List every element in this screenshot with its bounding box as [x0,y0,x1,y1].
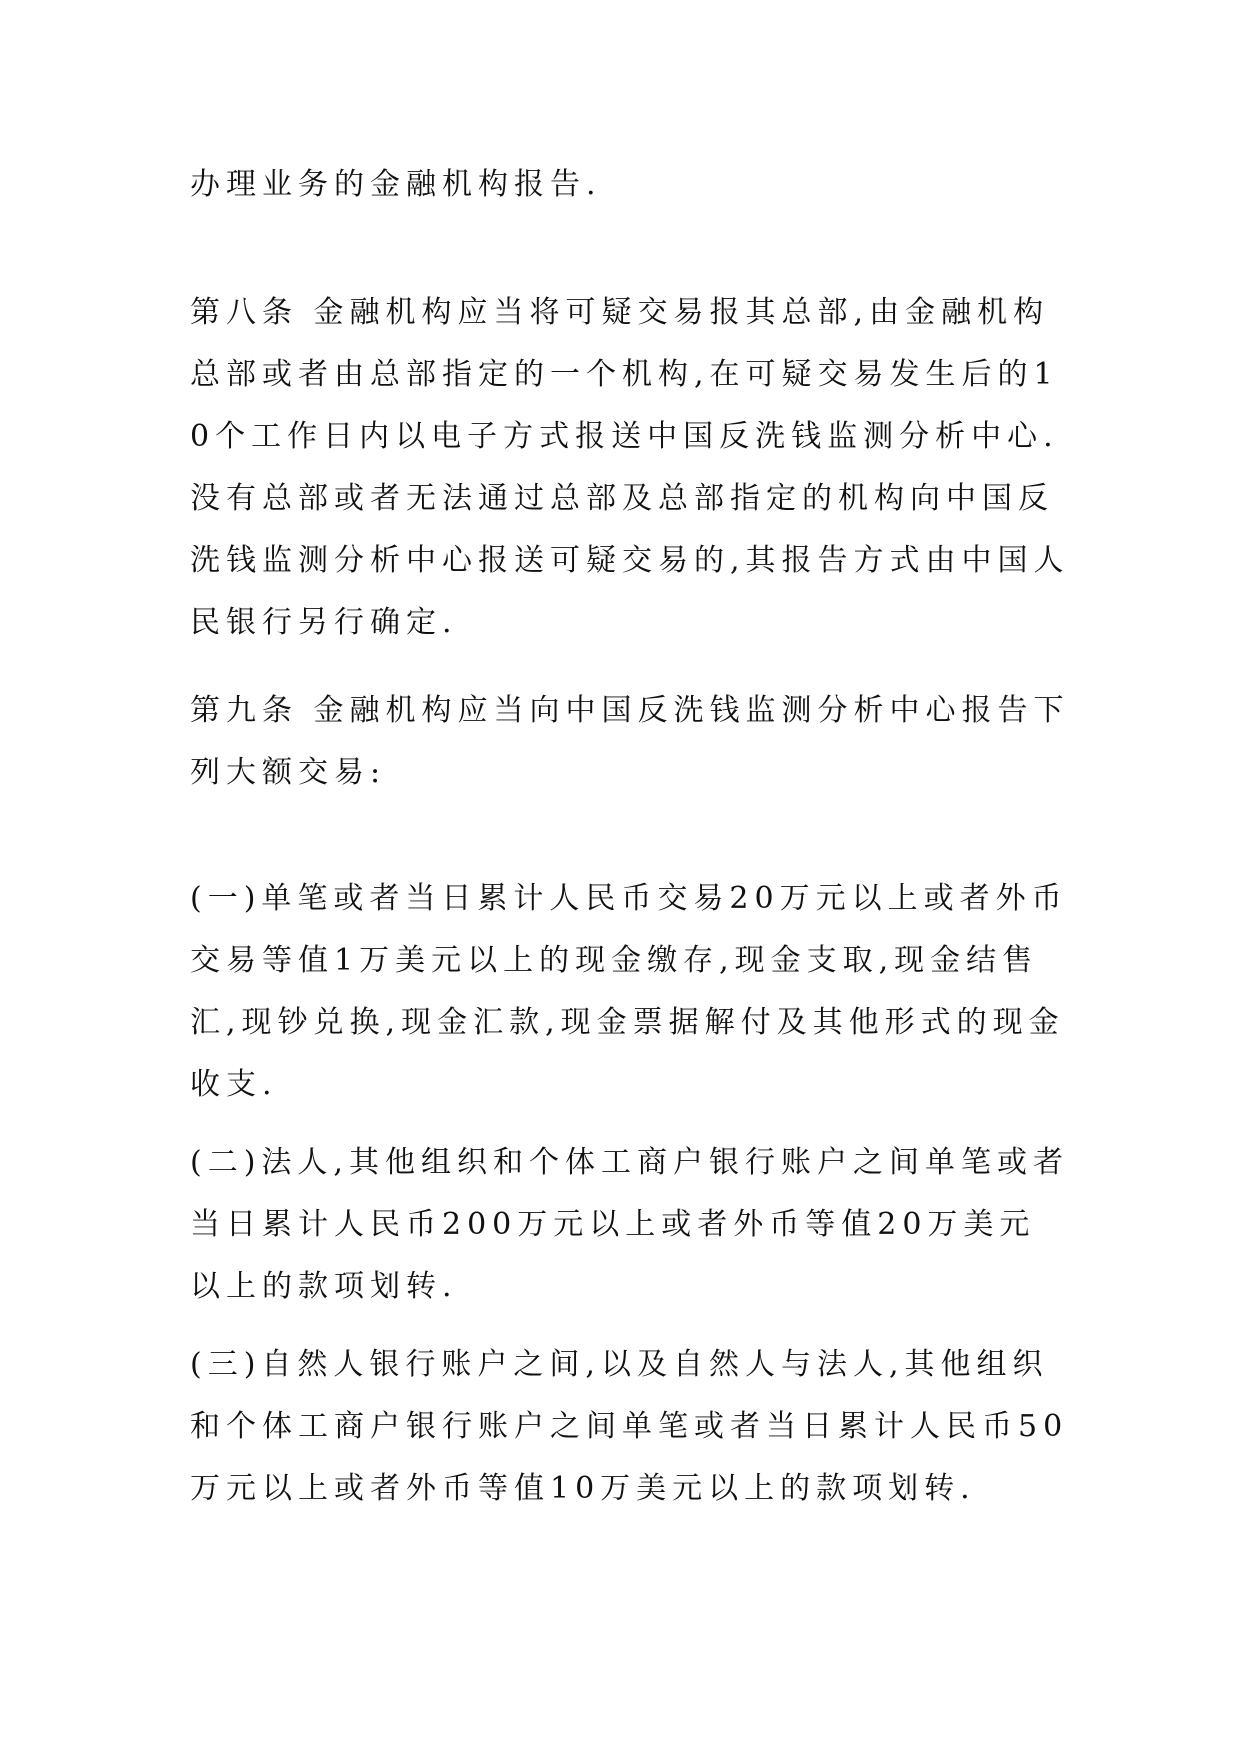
paragraph-continuation: 办理业务的金融机构报告. [190,167,602,202]
paragraph-item-1: (一)单笔或者当日累计人民币交易20万元以上或者外币交易等值1万美元以上的现金缴存,现金支取,现金结售汇,现钞兑换,现金汇款,现金票据解付及其他形式的现金收支. [190,881,1068,1102]
paragraph-article-8: 第八条 金融机构应当将可疑交易报其总部,由金融机构总部或者由总部指定的一个机构,在可疑交易发生后的10个工作日内以电子方式报送中国反洗钱监测分析中心.没有总部或者无法通过总部及总部指定的机构向中国反洗钱监测分析中心报送可疑交易的,其报告方式由中国人民银行另行确定. [190,295,1070,640]
paragraph-item-2: (二)法人,其他组织和个体工商户银行账户之间单笔或者当日累计人民币200万元以上或者外币等值20万美元以上的款项划转. [190,1145,1069,1304]
paragraph-article-9: 第九条 金融机构应当向中国反洗钱监测分析中心报告下列大额交易: [190,693,1070,790]
paragraph-item-3: (三)自然人银行账户之间,以及自然人与法人,其他组织和个体工商户银行账户之间单笔或者当日累计人民币50万元以上或者外币等值10万美元以上的款项划转. [190,1347,1069,1506]
